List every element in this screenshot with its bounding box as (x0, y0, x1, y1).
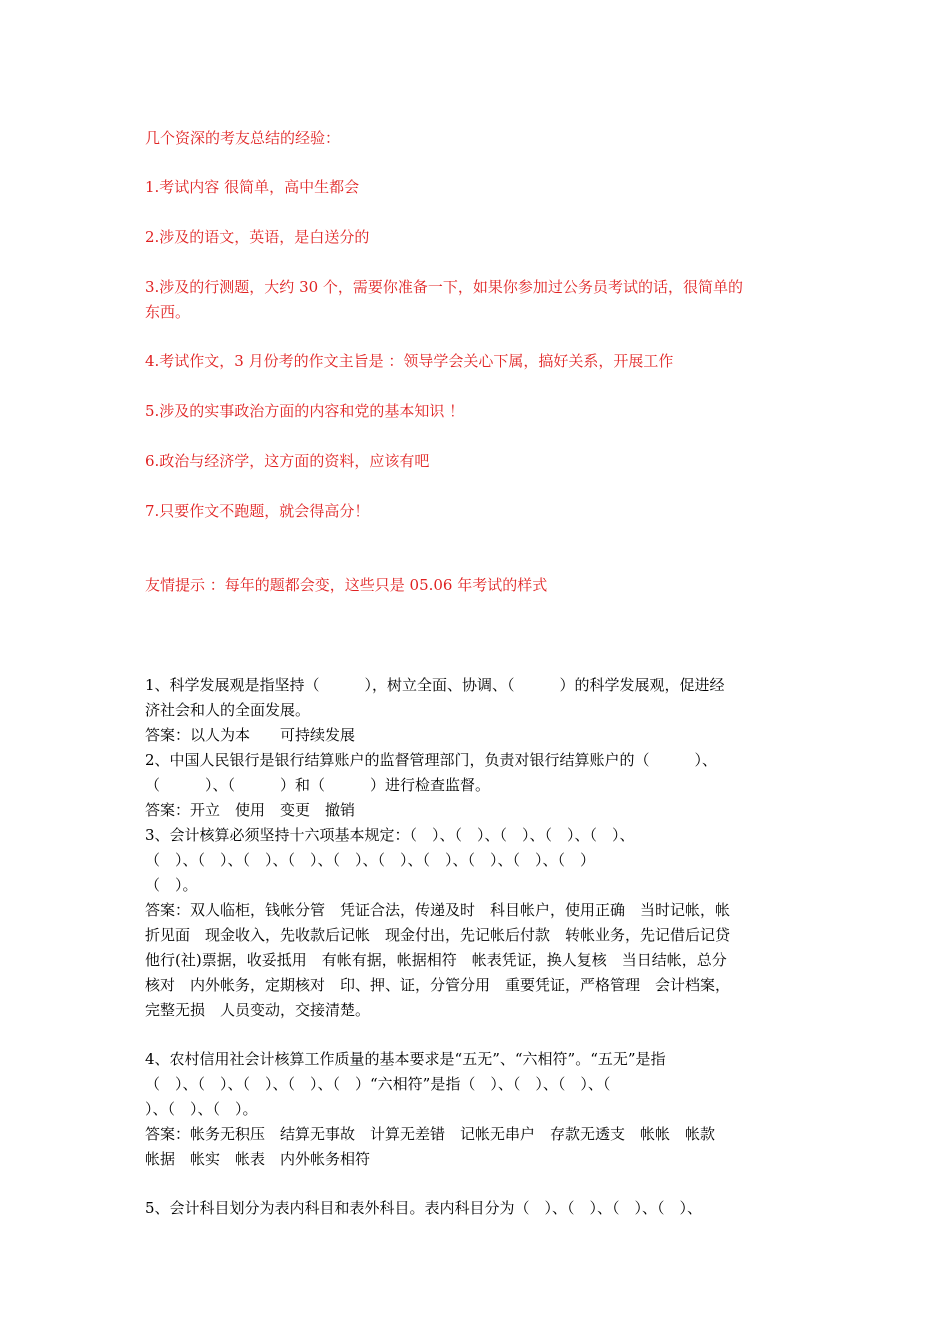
friendly-note: 友情提示 ：每年的题都会变，这些只是 05.06 年考试的样式 (145, 576, 548, 594)
tip-item-1: 1.考试内容 很简单，高中生都会 (145, 178, 360, 196)
question-4-line-1: 4、农村信用社会计核算工作质量的基本要求是“五无”、“六相符”。“五无”是指 (145, 1050, 666, 1068)
question-4-line-2: （ ）、（ ）、（ ）、（ ）、（ ）“六相符”是指（ ）、（ ）、（ ）、（ (145, 1075, 611, 1093)
question-1-line-2: 济社会和人的全面发展。 (145, 701, 311, 719)
answer-3-line-2: 折见面 现金收入，先收款后记帐 现金付出，先记帐后付款 转帐业务，先记借后记贷 (145, 926, 731, 944)
answer-3-line-1: 答案：双人临柜，钱帐分管 凭证合法，传递及时 科目帐户，使用正确 当时记帐，帐 (145, 901, 731, 919)
question-4-line-3: ）、（ ）、（ ）。 (145, 1100, 258, 1118)
question-3-line-2: （ ）、（ ）、（ ）、（ ）、（ ）、（ ）、（ ）、（ ）、（ ）、（ ） (145, 851, 596, 869)
question-1-line-1: 1、科学发展观是指坚持（ ），树立全面、协调、（ ）的科学发展观，促进经 (145, 676, 725, 694)
answer-4-line-2: 帐据 帐实 帐表 内外帐务相符 (145, 1150, 371, 1168)
answer-1-line-1: 答案：以人为本 可持续发展 (145, 726, 356, 744)
answer-3-line-4: 核对 内外帐务，定期核对 印、押、证，分管分用 重要凭证，严格管理 会计档案， (145, 976, 731, 994)
question-3-line-1: 3、会计核算必须坚持十六项基本规定：（ ）、（ ）、（ ）、（ ）、（ ）、 (145, 826, 635, 844)
question-5-line-1: 5、会计科目划分为表内科目和表外科目。表内科目分为（ ）、（ ）、（ ）、（ ）、 (145, 1199, 703, 1217)
answer-2-line-1: 答案：开立 使用 变更 撤销 (145, 801, 356, 819)
answer-3-line-3: 他行(社)票据，收妥抵用 有帐有据，帐据相符 帐表凭证，换人复核 当日结帐，总分 (145, 951, 727, 969)
tip-item-5: 5.涉及的实事政治方面的内容和党的基本知识 ！ (145, 402, 465, 420)
tip-item-2: 2.涉及的语文，英语，是白送分的 (145, 228, 370, 246)
question-2-line-1: 2、中国人民银行是银行结算账户的监督管理部门，负责对银行结算账户的（ ）、 (145, 751, 718, 769)
tips-heading: 几个资深的考友总结的经验： (145, 129, 341, 147)
tip-item-7: 7.只要作文不跑题，就会得高分！ (145, 502, 370, 520)
question-3-line-3: （ ）。 (145, 876, 198, 894)
tip-item-3: 3.涉及的行测题，大约 30 个，需要你准备一下，如果你参加过公务员考试的话，很简单的 (145, 278, 743, 296)
answer-3-line-5: 完整无损 人员变动，交接清楚。 (145, 1001, 371, 1019)
tip-item-4: 4.考试作文，3 月份考的作文主旨是 ：领导学会关心下属，搞好关系，开展工作 (145, 352, 674, 370)
tip-item-6: 6.政治与经济学，这方面的资料，应该有吧 (145, 452, 430, 470)
tip-item-3-cont: 东西。 (145, 303, 191, 321)
answer-4-line-1: 答案：帐务无积压 结算无事故 计算无差错 记帐无串户 存款无透支 帐帐 帐款 (145, 1125, 716, 1143)
question-2-line-2: （ ）、（ ）和（ ）进行检查监督。 (145, 776, 491, 794)
